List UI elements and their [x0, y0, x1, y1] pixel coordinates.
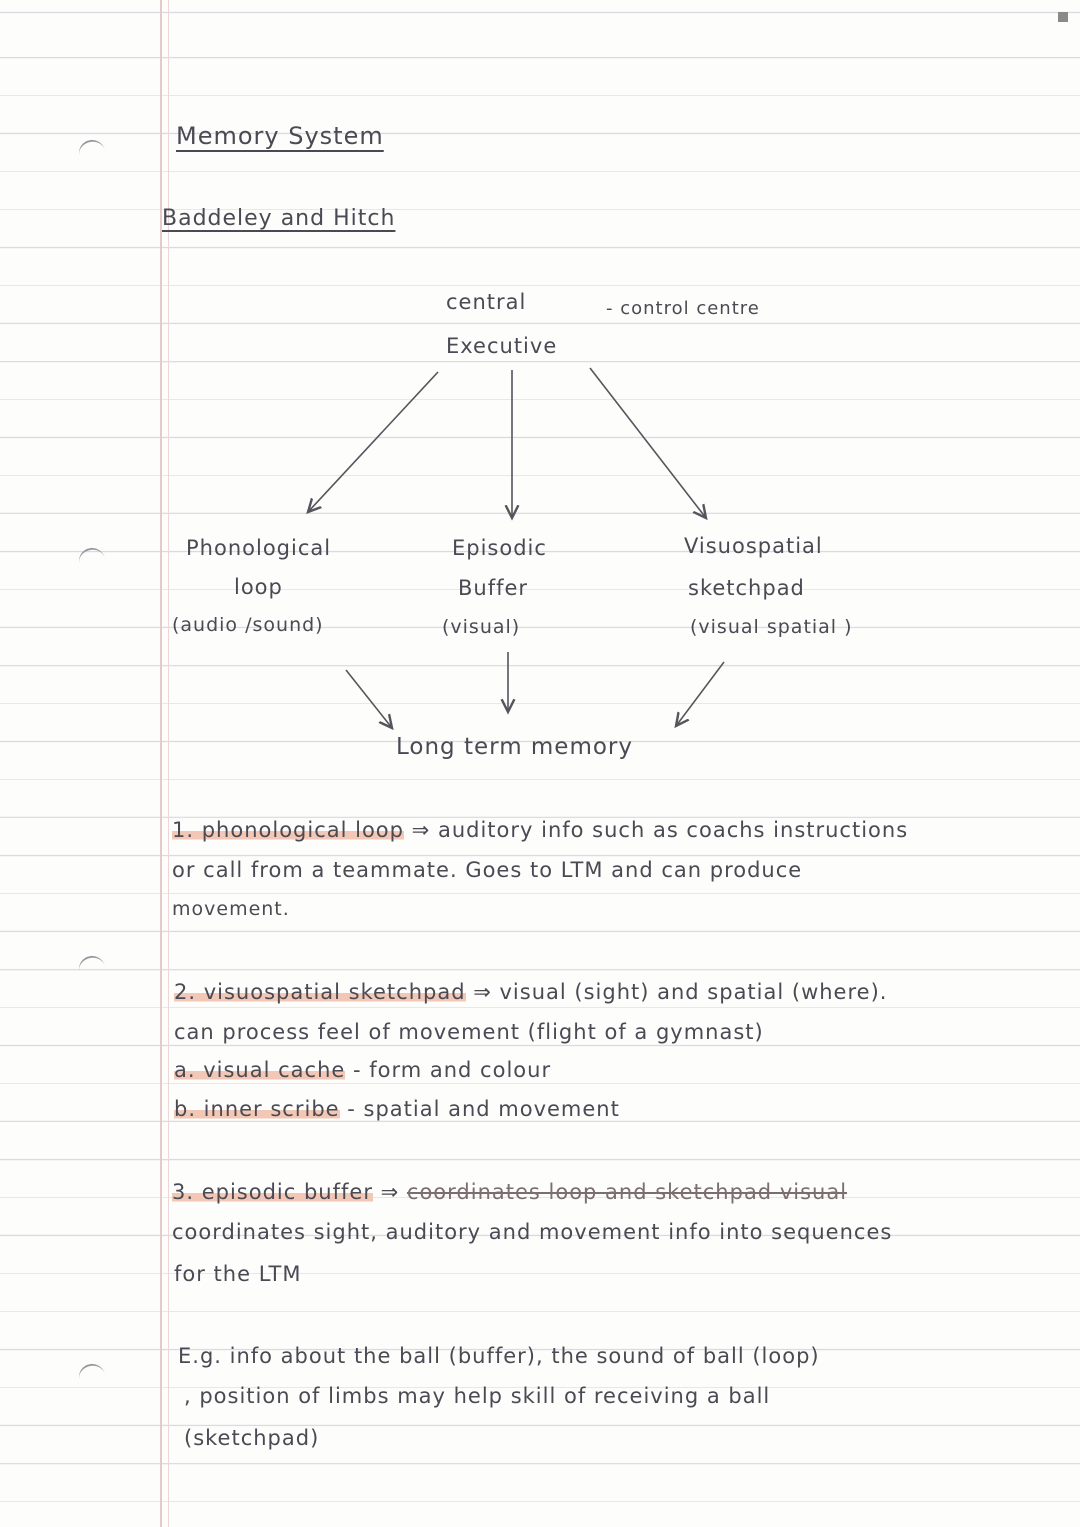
- note-3-line1: [172, 1180, 847, 1204]
- arrow-loop-to-ltm: [346, 670, 392, 728]
- note-3-heading: 3. episodic buffer: [172, 1180, 373, 1204]
- note-2-heading: 2. visuospatial sketchpad: [174, 980, 466, 1004]
- example-line3: (sketchpad): [184, 1426, 320, 1450]
- note-2b-heading: b. inner scribe: [174, 1097, 340, 1121]
- note-2b-text: - spatial and movement: [339, 1097, 620, 1121]
- phonological-loop-line1: Phonological: [186, 536, 332, 560]
- note-2-line4: [174, 1097, 620, 1121]
- note-2a-heading: a. visual cache: [174, 1058, 346, 1082]
- central-executive-line1: central: [446, 290, 527, 314]
- phonological-loop-line3: (audio /sound): [172, 614, 324, 636]
- arrow-executive-to-sketchpad: [590, 368, 706, 518]
- central-executive-note: - control centre: [606, 298, 760, 319]
- visuospatial-line3: (visual spatial ): [690, 616, 853, 638]
- note-1-text: ⇒ auditory info such as coachs instructions: [404, 818, 909, 842]
- note-3-arrow: ⇒: [372, 1180, 407, 1204]
- note-2a-text: - form and colour: [345, 1058, 552, 1082]
- episodic-buffer-line1: Episodic: [452, 536, 547, 560]
- note-3-struck-text: coordinates loop and sketchpad visual: [406, 1180, 848, 1204]
- page-title: Memory System: [176, 122, 384, 150]
- note-2-line1: [174, 980, 887, 1004]
- episodic-buffer-line3: (visual): [442, 616, 521, 638]
- note-1-line2: or call from a teammate. Goes to LTM and can produce: [172, 858, 803, 882]
- arrow-executive-to-loop: [308, 372, 438, 512]
- example-line2: , position of limbs may help skill of receiving a ball: [184, 1384, 771, 1408]
- note-1-line3: movement.: [172, 898, 290, 920]
- arrow-sketchpad-to-ltm: [676, 662, 724, 726]
- note-2-text: ⇒ visual (sight) and spatial (where).: [465, 980, 888, 1004]
- visuospatial-line2: sketchpad: [688, 576, 805, 600]
- note-1-line1: [172, 818, 908, 842]
- visuospatial-line1: Visuospatial: [684, 534, 823, 558]
- example-line1: E.g. info about the ball (buffer), the sound of ball (loop): [178, 1344, 820, 1368]
- note-1-heading: 1. phonological loop: [172, 818, 404, 842]
- note-2-line3: [174, 1058, 551, 1082]
- central-executive-line2: Executive: [446, 334, 558, 358]
- note-3-line2: coordinates sight, auditory and movement info into sequences: [172, 1220, 893, 1244]
- long-term-memory: Long term memory: [396, 734, 634, 760]
- phonological-loop-line2: loop: [234, 575, 283, 599]
- note-2-line2: can process feel of movement (flight of a gymnast): [174, 1020, 764, 1044]
- episodic-buffer-line2: Buffer: [458, 576, 529, 600]
- note-3-line3: for the LTM: [174, 1262, 302, 1286]
- page-subtitle: Baddeley and Hitch: [162, 206, 396, 231]
